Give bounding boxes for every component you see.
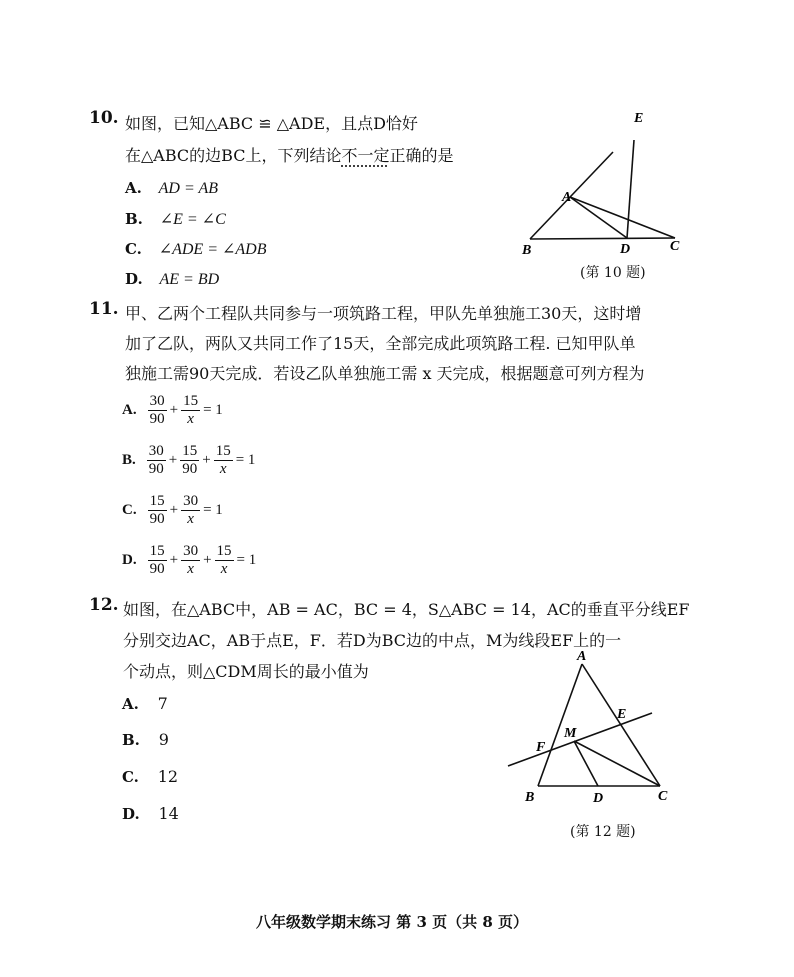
denominator: 90 <box>149 411 165 427</box>
plus-sign: + <box>169 552 179 568</box>
q11-stem-line2: 加了乙队，两队又共同工作了15天，全部完成此项筑路工程. 已知甲队单 <box>125 334 636 353</box>
equation-rhs: = 1 <box>203 402 223 418</box>
option-text: AE = BD <box>159 271 220 288</box>
option-text: 7 <box>157 694 168 713</box>
fraction <box>215 543 234 578</box>
denominator: x <box>219 461 227 477</box>
q10-option-c[interactable] <box>125 239 267 259</box>
option-text: 14 <box>158 804 179 823</box>
q12-option-c[interactable] <box>122 767 178 786</box>
option-text: ∠E = ∠C <box>159 211 226 228</box>
q12-number: 12. <box>89 595 119 615</box>
q11-option-c[interactable] <box>122 493 225 528</box>
q10-seg-AD <box>570 197 627 238</box>
equation-rhs: = 1 <box>203 502 223 518</box>
q11-stem-line3: 独施工需90天完成．若设乙队单独施工需 x 天完成，根据题意可列方程为 <box>125 364 645 383</box>
plus-sign: + <box>168 452 178 468</box>
q10-stem-line1: 如图，已知△ABC ≌ △ADE，且点D恰好 <box>125 114 418 133</box>
fraction <box>181 493 200 528</box>
option-text: 9 <box>158 730 169 749</box>
option-label: C. <box>122 502 137 518</box>
numerator: 30 <box>148 443 164 459</box>
option-text: ∠ADE = ∠ADB <box>158 241 267 258</box>
denominator: x <box>187 511 194 527</box>
numerator: 30 <box>183 493 199 509</box>
q12-label-D: D <box>593 791 604 806</box>
option-label: D. <box>122 552 137 568</box>
numerator: 15 <box>182 443 198 459</box>
q10-seg-BE-ray <box>530 152 613 239</box>
q10-stem-line2 <box>125 143 454 166</box>
q10-number: 10. <box>89 108 119 128</box>
fraction <box>148 393 167 428</box>
numerator: 15 <box>149 543 165 559</box>
q10-seg-AC <box>570 197 675 238</box>
q12-label-F: F <box>536 740 546 755</box>
q11-number: 11. <box>89 299 119 319</box>
plus-sign: + <box>169 402 179 418</box>
q10-label-B: B <box>522 243 532 258</box>
q10-emphasis: 不一定 <box>341 146 390 165</box>
option-label: D. <box>125 270 143 288</box>
fraction <box>147 443 166 478</box>
option-label: D. <box>122 805 140 823</box>
q12-option-d[interactable] <box>122 804 179 823</box>
option-text: 12 <box>157 767 179 786</box>
q10-seg-DE <box>627 140 634 238</box>
equation-rhs: = 1 <box>235 452 256 468</box>
option-label: A. <box>122 695 139 713</box>
option-text: AD = AB <box>158 180 219 197</box>
numerator: 30 <box>183 543 199 559</box>
q12-stem-line3: 个动点，则△CDM周长的最小值为 <box>123 662 369 681</box>
q12-label-E: E <box>617 707 627 722</box>
fraction <box>214 443 233 478</box>
q12-stem-line1: 如图，在△ABC中，AB = AC，BC = 4，S△ABC = 14，AC的垂直平分线EF <box>123 600 690 619</box>
numerator: 15 <box>149 493 165 509</box>
q10-label-C: C <box>670 239 680 254</box>
plus-sign: + <box>202 452 211 468</box>
plus-sign: + <box>169 502 179 518</box>
numerator: 15 <box>215 443 231 459</box>
denominator: x <box>220 561 228 577</box>
option-label: A. <box>122 402 137 418</box>
option-label: B. <box>125 210 143 228</box>
q12-label-A: A <box>577 649 587 664</box>
q10-stem-line2-a: 在△ABC的边BC上，下列结论 <box>125 146 342 165</box>
fraction <box>181 393 200 428</box>
q12-figure <box>500 648 680 808</box>
q10-option-a[interactable] <box>125 179 218 198</box>
q10-option-b[interactable] <box>125 209 226 229</box>
q10-option-d[interactable] <box>125 270 219 289</box>
q10-label-A: A <box>562 190 572 205</box>
option-label: B. <box>122 731 140 749</box>
q10-label-E: E <box>634 111 644 126</box>
denominator: 90 <box>182 461 198 477</box>
q10-caption: (第 10 题) <box>580 265 646 281</box>
q12-label-B: B <box>525 790 535 805</box>
q10-figure <box>510 100 710 265</box>
q10-label-D: D <box>620 242 631 257</box>
q12-seg-AB <box>538 664 582 786</box>
fraction <box>180 443 199 478</box>
q10-seg-BC <box>530 238 675 239</box>
plus-sign: + <box>203 552 212 568</box>
denominator: 90 <box>149 511 165 527</box>
fraction <box>181 543 200 578</box>
q12-label-C: C <box>658 789 668 804</box>
denominator: 90 <box>148 461 164 477</box>
q12-caption: (第 12 题) <box>570 824 636 840</box>
q11-option-b[interactable] <box>122 443 257 478</box>
option-label: A. <box>125 179 142 197</box>
numerator: 30 <box>149 393 165 409</box>
fraction <box>148 493 167 528</box>
q12-option-a[interactable] <box>122 694 168 713</box>
q11-option-d[interactable] <box>122 543 258 578</box>
numerator: 15 <box>183 393 199 409</box>
page-footer: 八年级数学期末练习 第 3 页（共 8 页） <box>256 913 528 931</box>
q12-option-b[interactable] <box>122 730 169 749</box>
denominator: 90 <box>149 561 165 577</box>
option-label: C. <box>125 240 142 258</box>
numerator: 15 <box>216 543 232 559</box>
option-label: C. <box>122 768 139 786</box>
equation-rhs: = 1 <box>236 552 257 568</box>
q11-stem-line1: 甲、乙两个工程队共同参与一项筑路工程，甲队先单独施工30天，这时增 <box>125 304 642 323</box>
fraction <box>148 543 167 578</box>
q12-stem-line2: 分别交边AC，AB于点E，F．若D为BC边的中点，M为线段EF上的一 <box>123 631 622 650</box>
option-label: B. <box>122 452 136 468</box>
q12-label-M: M <box>564 726 577 741</box>
q10-stem-line2-c: 正确的是 <box>389 146 454 165</box>
q11-option-a[interactable] <box>122 393 225 428</box>
denominator: x <box>187 411 194 427</box>
denominator: x <box>187 561 194 577</box>
